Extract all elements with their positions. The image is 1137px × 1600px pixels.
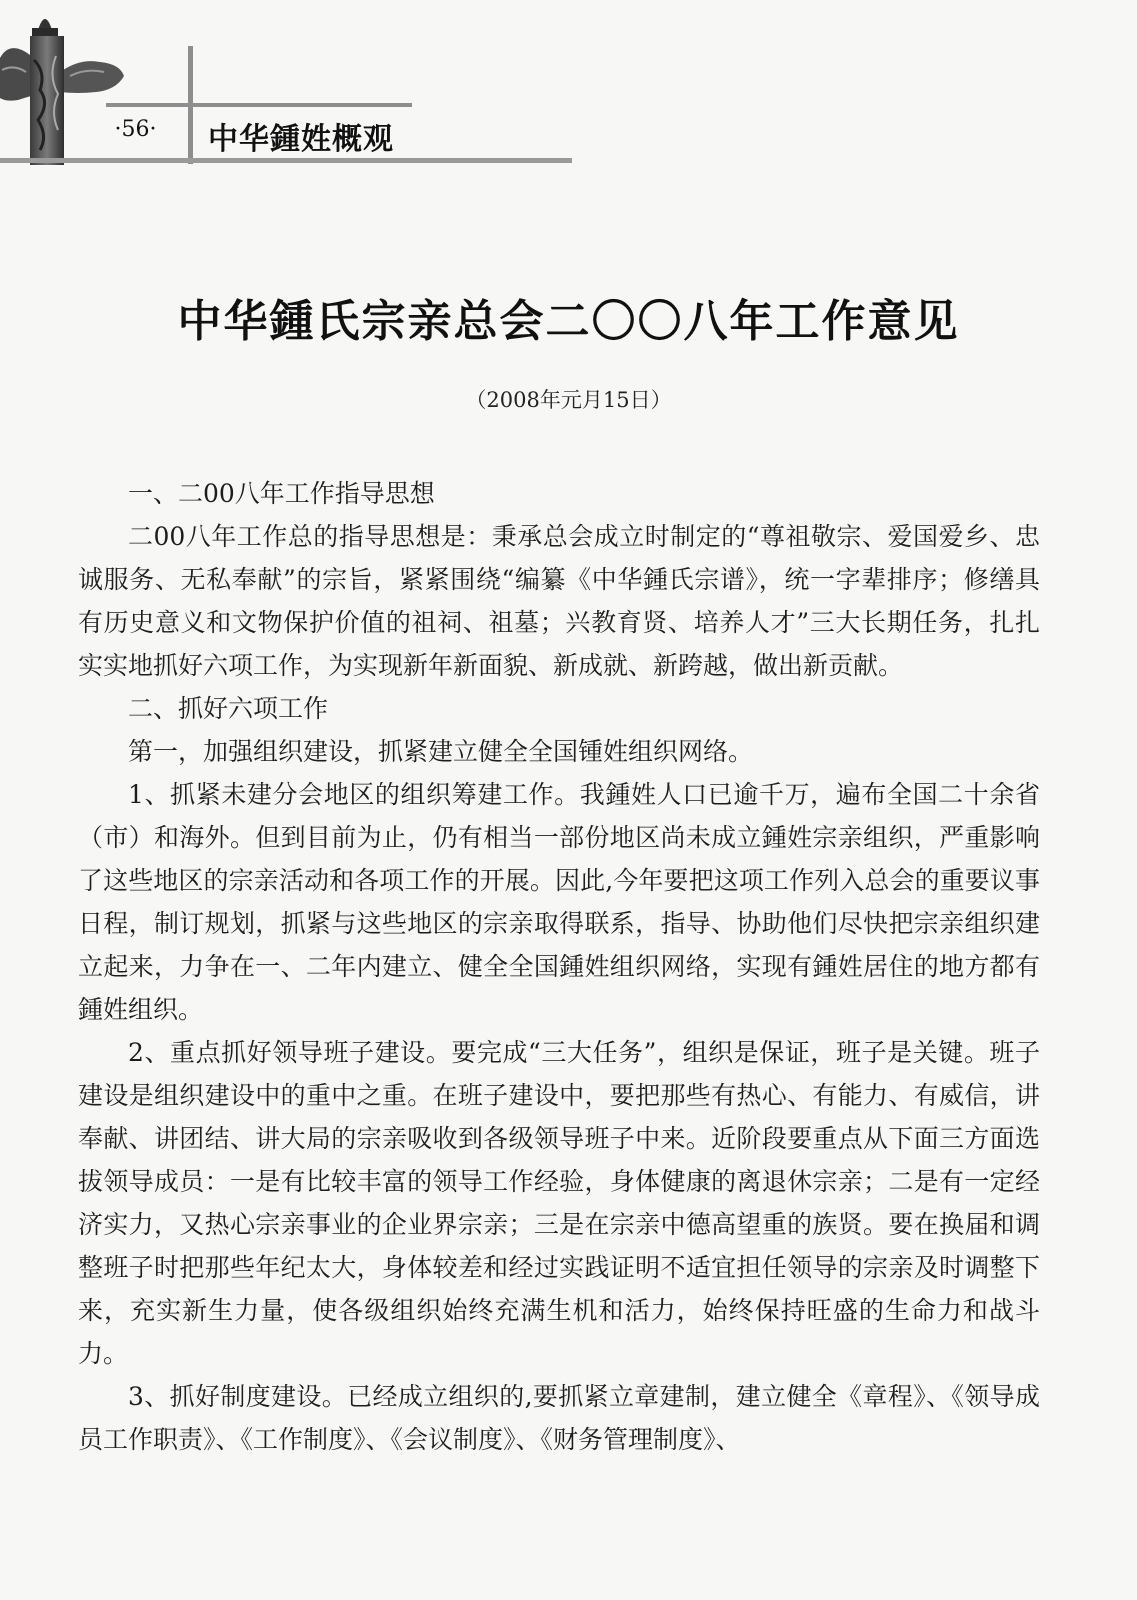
running-title: 中华鍾姓概观 (208, 122, 394, 157)
section-heading: 二、抓好六项工作 (128, 694, 329, 723)
paragraph: 第一，加强组织建设，抓紧建立健全全国锺姓组织网络。 (128, 737, 754, 766)
page-number: ·56· (114, 117, 157, 142)
paragraph: 二00八年工作总的指导思想是：秉承总会成立时制定的“尊祖敬宗、爱国爱乡、忠诚服务、无私奉献”的宗旨，紧紧围绕“编纂《中华鍾氏宗谱》，统一字辈排序；修缮具有历史意义和文物保护价值的祖祠、祖墓；兴教育贤、培养人才”三大长期任务，扎扎实实地抓好六项工作，为实现新年新面貌、新成就、新跨越，做出新贡献。 (78, 522, 1040, 680)
header-rule-top (106, 103, 412, 107)
paragraph: 2、重点抓好领导班子建设。要完成“三大任务”，组织是保证，班子是关键。班子建设是组织建设中的重中之重。在班子建设中，要把那些有热心、有能力、有威信，讲奉献、讲团结、讲大局的宗亲吸收到各级领导班子中来。近阶段要重点从下面三方面选拔领导成员：一是有比较丰富的领导工作经验，身体健康的离退休宗亲；二是有一定经济实力，又热心宗亲事业的企业界宗亲；三是在宗亲中德高望重的族贤。要在换届和调整班子时把那些年纪太大，身体较差和经过实践证明不适宜担任领导的宗亲及时调整下来，充实新生力量，使各级组织始终充满生机和活力，始终保持旺盛的生命力和战斗力。 (78, 1038, 1040, 1368)
document-title: 中华鍾氏宗亲总会二〇〇八年工作意见 (177, 296, 960, 347)
paragraph: 3、抓好制度建设。已经成立组织的,要抓紧立章建制，建立健全《章程》、《领导成员工作职责》、《工作制度》、《会议制度》、《财务管理制度》、 (78, 1382, 1040, 1454)
document-date: （2008年元月15日） (465, 388, 672, 412)
header-rule-vertical (188, 46, 193, 164)
page-header (0, 0, 1137, 180)
header-rule-bottom (0, 158, 572, 163)
section-heading: 一、二00八年工作指导思想 (128, 479, 435, 508)
paragraph: 1、抓紧未建分会地区的组织筹建工作。我鍾姓人口已逾千万，遍布全国二十余省（市）和海外。但到目前为止，仍有相当一部份地区尚未成立鍾姓宗亲组织，严重影响了这些地区的宗亲活动和各项工作的开展。因此,今年要把这项工作列入总会的重要议事日程，制订规划，抓紧与这些地区的宗亲取得联系，指导、协助他们尽快把宗亲组织建立起来，力争在一、二年内建立、健全全国鍾姓组织网络，实现有鍾姓居住的地方都有鍾姓组织。 (78, 780, 1040, 1024)
body-text (78, 472, 1040, 1461)
